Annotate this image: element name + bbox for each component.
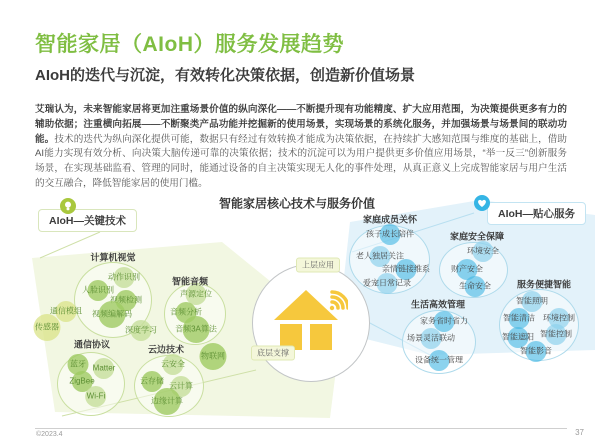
diagram bbox=[0, 192, 600, 424]
cluster-title-cloud-edge: 云边技术 bbox=[147, 344, 185, 355]
intro-paragraph bbox=[35, 103, 567, 192]
page-subtitle: AIoH的迭代与沉淀，有效转化决策依据，创造新价值场景 bbox=[35, 67, 415, 84]
tech-bubble: 通信模组 bbox=[50, 306, 82, 316]
tech-bubble: 边缘计算 bbox=[151, 396, 183, 406]
service-bubble: 老人独居关注 bbox=[356, 251, 404, 261]
page-number: 37 bbox=[575, 428, 584, 437]
tech-bubble: 云存储 bbox=[140, 376, 164, 386]
cluster-title-protocols: 通信协议 bbox=[73, 339, 111, 350]
tech-bubble: 视频检测 bbox=[110, 295, 142, 305]
service-bubble: 设备统一管理 bbox=[415, 355, 463, 365]
tech-bubble: 深度学习 bbox=[125, 325, 157, 335]
page-title: 智能家居（AIoH）服务发展趋势 bbox=[35, 33, 344, 56]
footer-divider bbox=[35, 428, 567, 429]
service-bubble: 财产安全 bbox=[451, 264, 483, 274]
cluster-title-computer-vision: 计算机视觉 bbox=[90, 252, 136, 263]
service-bubble: 环境安全 bbox=[467, 246, 499, 256]
heart-blue-icon bbox=[474, 195, 490, 211]
diagram-title: 智能家居核心技术与服务价值 bbox=[218, 196, 376, 211]
cluster-title-family-care: 家庭成员关怀 bbox=[362, 214, 418, 225]
left-tag: AIoH—关键技术 bbox=[38, 209, 137, 232]
service-bubble: 爱宠日常记录 bbox=[363, 278, 411, 288]
service-bubble: 生命安全 bbox=[459, 281, 491, 291]
tech-bubble: ZigBee bbox=[69, 376, 95, 386]
service-bubble: 家务省时省力 bbox=[420, 316, 468, 326]
service-bubble: 智能控制 bbox=[540, 329, 572, 339]
service-bubble: 亲情链接维系 bbox=[382, 264, 430, 274]
tech-bubble: 声源定位 bbox=[180, 289, 212, 299]
tech-bubble: 音频3A算法 bbox=[175, 324, 217, 334]
tech-bubble: Matter bbox=[92, 363, 116, 373]
service-bubble: 孩子成长陪伴 bbox=[366, 229, 414, 239]
service-bubble: 场景灵活联动 bbox=[407, 333, 455, 343]
bulb-green-icon bbox=[60, 198, 76, 214]
tech-bubble: 视频编解码 bbox=[92, 309, 132, 319]
tech-bubble: Wi-Fi bbox=[86, 391, 106, 401]
tech-bubble: 传感器 bbox=[35, 322, 59, 332]
cluster-title-family-safety: 家庭安全保障 bbox=[449, 231, 505, 242]
tech-bubble: 物联网 bbox=[201, 351, 225, 361]
intro-regular-text: 技术的迭代为纵向深化提供可能，数据只有经过有效转换才能成为决策依据，在持续扩大感知范围与维度的基础上，借助AI能力实现有效分析、向决策大脑传递可靠的决策依据；技术的沉淀可以为用户提供更多价值应用场景，“举一反三”创新服务场景，在实现基础监看、管理的同时，能通过设备的自主决策实现无人化的事件处理，从真正意义上完成智能家居与用户生活的交互融合，降低智能家居的使用门槛。 bbox=[35, 133, 568, 189]
tech-bubble: 人脸识别 bbox=[82, 285, 114, 295]
tech-bubble: 动作识别 bbox=[108, 272, 140, 282]
service-bubble: 智能照明 bbox=[516, 296, 548, 306]
cluster-title-life-management: 生活高效管理 bbox=[410, 299, 466, 310]
copyright-text: ©2023.4 bbox=[36, 431, 63, 438]
tech-bubble: 蓝牙 bbox=[70, 359, 86, 369]
service-bubble: 环境控制 bbox=[543, 313, 575, 323]
upper-layer-label: 上层应用 bbox=[296, 258, 340, 273]
bottom-layer-label: 底层支撑 bbox=[251, 346, 295, 361]
tech-bubble: 音频分析 bbox=[170, 307, 202, 317]
right-tag: AIoH—贴心服务 bbox=[487, 202, 586, 225]
cluster-title-smart-audio: 智能音频 bbox=[171, 276, 209, 287]
tech-bubble: 云计算 bbox=[169, 381, 193, 391]
intro-bold-text: 艾瑞认为，未来智能家居将更加注重场景价值的纵向深化——不断提升现有功能精度、扩大应用范围，为决策提供更多有力的辅助依据；注重横向拓展——不断聚类产品功能并挖掘新的使用场景，实现场景的系统化服务，并加强场景与场景间的联动功能。 bbox=[35, 104, 567, 145]
service-bubble: 智能影音 bbox=[520, 346, 552, 356]
tech-bubble: 云安全 bbox=[161, 359, 185, 369]
service-bubble: 智能清洁 bbox=[503, 313, 535, 323]
service-bubble: 智能遮阳 bbox=[502, 332, 534, 342]
cluster-title-smart-service: 服务便捷智能 bbox=[516, 279, 572, 290]
